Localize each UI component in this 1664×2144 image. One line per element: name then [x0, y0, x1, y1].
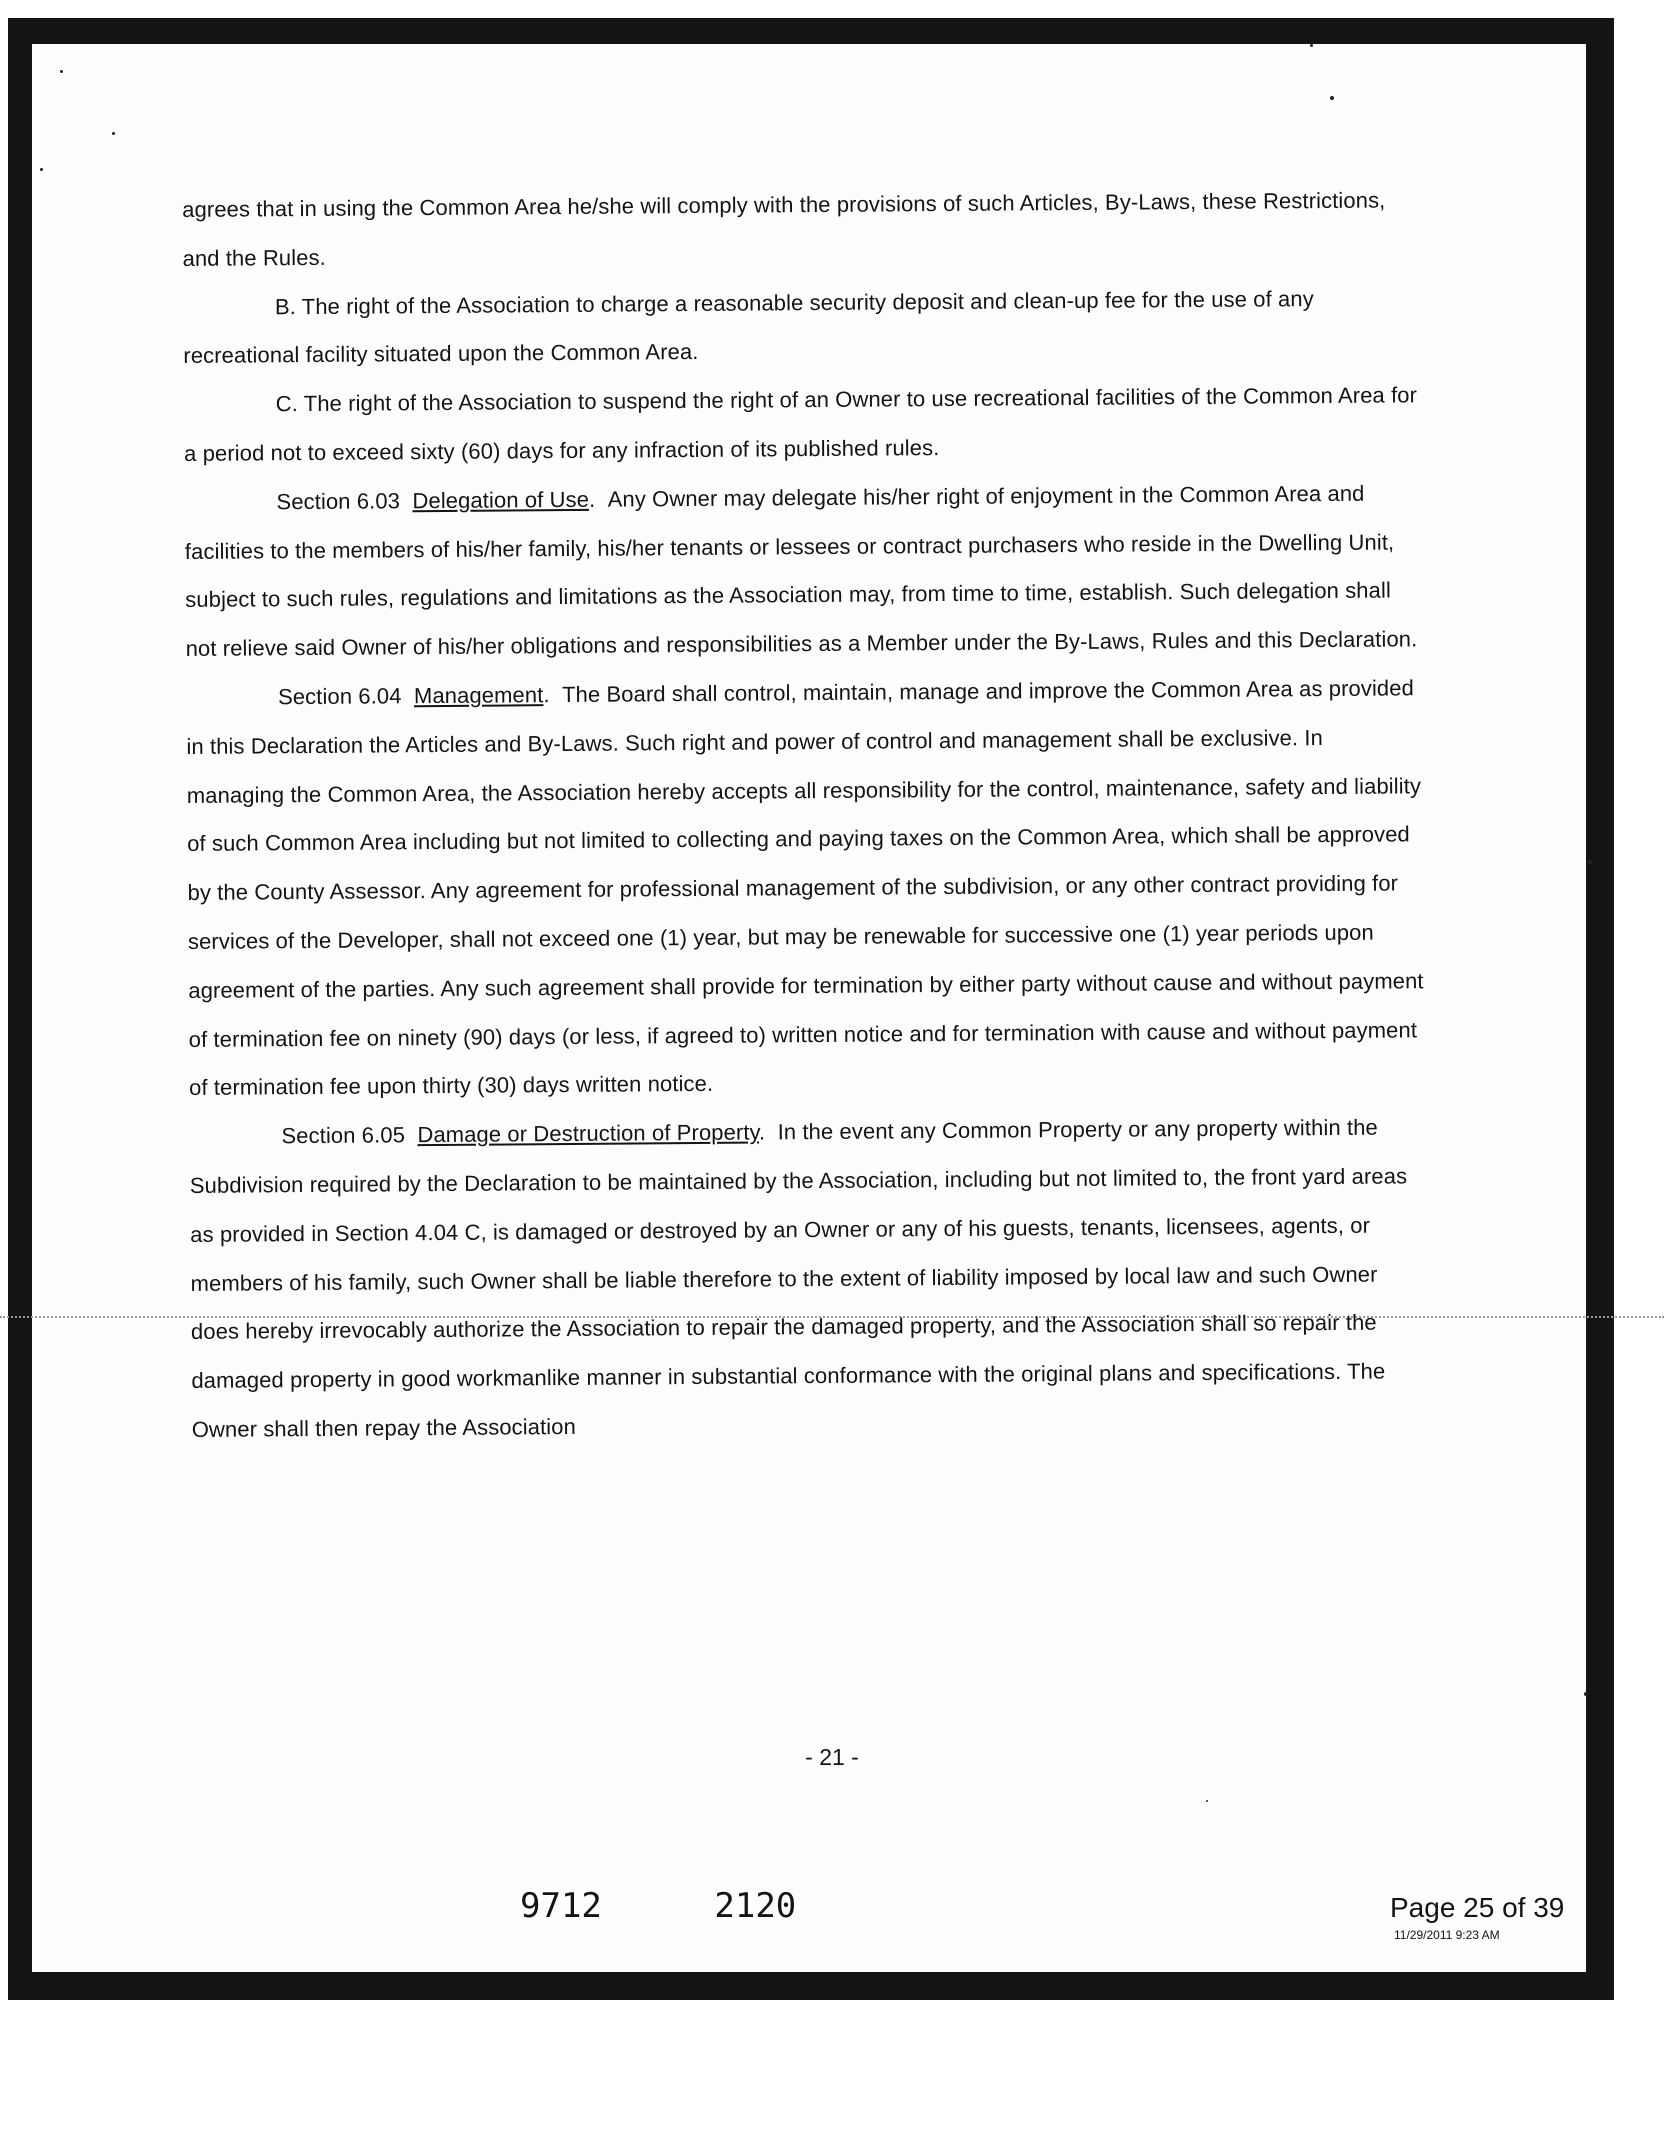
paragraph-continuation: agrees that in using the Common Area he/she will comply with the provisions of such Articles, By-Laws, these Restrictions, and the Rules. [182, 187, 1386, 271]
section-heading: Damage or Destruction of Property [417, 1119, 760, 1148]
scan-speck [1206, 1800, 1208, 1802]
scan-speck [1584, 1692, 1588, 1696]
section-6-04: Section 6.04 Management. The Board shall control, maintain, manage and improve the Common Area as provided in this Declaration the Articles and By-Laws. Such right and power of control and management shall be exclusive. In managing the Common Area, the Association hereby accepts all responsibility for the control, maintenance, safety and liability of such Common Area including but not limited to collecting and paying taxes on the Common Area, which shall be approved by the County Assessor. Any agreement for professional management of the subdivision, or any other contract providing for services of the Developer, shall not exceed one (1) year, but may be renewable for successive one (1) year periods upon agreement of the parties. Any such agreement shall provide for termination by either party without cause and without payment of termination fee on ninety (90) days (or less, if agreed to) written notice and for termination with cause and without payment of termination fee upon thirty (30) days written notice. [186, 675, 1424, 1101]
section-heading: Delegation of Use [412, 486, 590, 513]
scan-speck [1330, 96, 1334, 100]
recording-number [520, 1886, 796, 1926]
section-number: Section 6.03 [276, 488, 401, 515]
scan-speck [112, 132, 115, 135]
section-heading: Management [413, 682, 544, 709]
recording-page: 2120 [714, 1886, 797, 1926]
section-6-05: Section 6.05 Damage or Destruction of Property. In the event any Common Property or any property within the Subdivision required by the Declaration to be maintained by the Association, including but not limited to, the front yard areas as provided in Section 4.04 C, is damaged or destroyed by an Owner or any of his guests, tenants, licensees, agents, or members of his family, such Owner shall be liable therefore to the extent of liability imposed by local law and such Owner does hereby irrevocably authorize the Association to repair the damaged property, and the Association shall so repair the damaged property in good workmanlike manner in substantial conformance with the original plans and specifications. The Owner shall then repay the Association [189, 1114, 1408, 1442]
scan-speck [60, 70, 63, 73]
recorded-timestamp: 11/29/2011 9:23 AM [1394, 1928, 1500, 1942]
page-number: - 21 - [805, 1744, 859, 1770]
document-body [182, 176, 1432, 1454]
section-body: Any Owner may delegate his/her right of enjoyment in the Common Area and facilities to the members of his/her family, his/her tenants or lessees or contract purchasers who reside in the Dwelling Unit, subject to such rules, regulations and limitations as the Association may, from time to time, establish. Such delegation shall not relieve said Owner of his/her obligations and responsibilities as a Member under the By-Laws, Rules and this Declaration. [184, 480, 1418, 662]
paragraph-item-b: B. The right of the Association to charge a reasonable security deposit and clean-up fee for the use of any recreational facility situated upon the Common Area. [183, 285, 1314, 369]
section-number: Section 6.05 [281, 1122, 406, 1149]
scan-speck [1310, 44, 1313, 47]
page-count: Page 25 of 39 [1390, 1892, 1565, 1923]
recording-book: 9712 [520, 1886, 602, 1926]
scan-speck [1588, 860, 1592, 864]
paragraph-item-c: C. The right of the Association to suspend the right of an Owner to use recreational facilities of the Common Area for a period not to exceed sixty (60) days for any infraction of its published rules. [184, 382, 1418, 466]
section-body: The Board shall control, maintain, manage and improve the Common Area as provided in this Declaration the Articles and By-Laws. Such right and power of control and management shall be exclusive. In managing the Common Area, the Association hereby accepts all responsibility for the control, maintenance, safety and liability of such Common Area including but not limited to collecting and paying taxes on the Common Area, which shall be approved by the County Assessor. Any agreement for professional management of the subdivision, or any other contract providing for services of the Developer, shall not exceed one (1) year, but may be renewable for successive one (1) year periods upon agreement of the parties. Any such agreement shall provide for termination by either party without cause and without payment of termination fee on ninety (90) days (or less, if agreed to) written notice and for termination with cause and without payment of termination fee upon thirty (30) days written notice. [186, 675, 1424, 1101]
section-body: In the event any Common Property or any property within the Subdivision required by the Declaration to be maintained by the Association, including but not limited to, the front yard areas as provided in Section 4.04 C, is damaged or destroyed by an Owner or any of his guests, tenants, licensees, agents, or members of his family, such Owner shall be liable therefore to the extent of liability imposed by local law and such Owner does hereby irrevocably authorize the Association to repair the damaged property, and the Association shall so repair the damaged property in good workmanlike manner in substantial conformance with the original plans and specifications. The Owner shall then repay the Association [189, 1114, 1408, 1442]
scan-speck [40, 168, 43, 171]
section-6-03: Section 6.03 Delegation of Use. Any Owner may delegate his/her right of enjoyment in the Common Area and facilities to the members of his/her family, his/her tenants or lessees or contract purchasers who reside in the Dwelling Unit, subject to such rules, regulations and limitations as the Association may, from time to time, establish. Such delegation shall not relieve said Owner of his/her obligations and responsibilities as a Member under the By-Laws, Rules and this Declaration. [184, 480, 1418, 662]
section-number: Section 6.04 [277, 683, 402, 710]
